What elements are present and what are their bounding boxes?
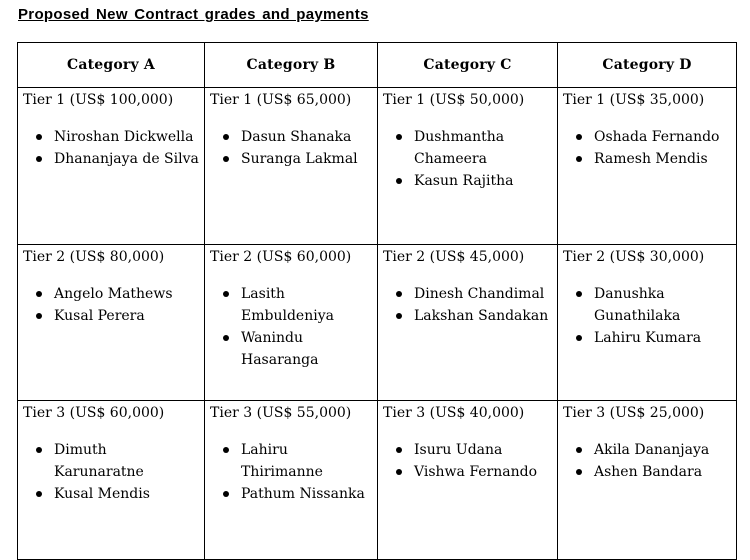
player-list: [210, 283, 373, 371]
player-list: [23, 439, 200, 505]
player-name: Wanindu Hasaranga: [220, 327, 373, 371]
tier-label: Tier 3 (US$ 55,000): [210, 405, 352, 421]
tier-cell-2-category-d: [558, 245, 737, 401]
player-name: Dimuth Karunaratne: [33, 439, 200, 483]
player-list: [563, 283, 732, 349]
page-title: Proposed New Contract grades and payments: [18, 6, 369, 23]
column-header-category-d: Category D: [558, 43, 737, 88]
player-name: Dasun Shanaka: [220, 126, 373, 148]
tier-cell-1-category-b: [205, 88, 378, 245]
tier-label: Tier 2 (US$ 60,000): [210, 249, 352, 265]
player-name: Kasun Rajitha: [393, 170, 553, 192]
tier-label: Tier 1 (US$ 50,000): [383, 92, 525, 108]
player-name: Ashen Bandara: [573, 461, 732, 483]
player-name: Ramesh Mendis: [573, 148, 732, 170]
tier-cell-1-category-d: [558, 88, 737, 245]
player-name: Kusal Mendis: [33, 483, 200, 505]
player-name: Akila Dananjaya: [573, 439, 732, 461]
tier-cell-1-category-a: [18, 88, 205, 245]
tier-cell-3-category-b: [205, 401, 378, 560]
column-header-category-b: Category B: [205, 43, 378, 88]
player-name: Lakshan Sandakan: [393, 305, 553, 327]
player-name: Kusal Perera: [33, 305, 200, 327]
player-name: Suranga Lakmal: [220, 148, 373, 170]
header-row: [18, 43, 737, 88]
player-list: [383, 283, 553, 327]
tier-label: Tier 1 (US$ 35,000): [563, 92, 705, 108]
table-row: [18, 401, 737, 560]
tier-cell-1-category-c: [378, 88, 558, 245]
tier-label: Tier 1 (US$ 65,000): [210, 92, 352, 108]
player-name: Dhananjaya de Silva: [33, 148, 200, 170]
tier-label: Tier 2 (US$ 80,000): [23, 249, 165, 265]
table-row: [18, 88, 737, 245]
player-list: [210, 439, 373, 505]
player-name: Lahiru Thirimanne: [220, 439, 373, 483]
player-name: Lasith Embuldeniya: [220, 283, 373, 327]
tier-cell-3-category-d: [558, 401, 737, 560]
player-list: [563, 439, 732, 483]
player-name: Isuru Udana: [393, 439, 553, 461]
tier-label: Tier 3 (US$ 25,000): [563, 405, 705, 421]
player-name: Dushmantha Chameera: [393, 126, 553, 170]
table-row: [18, 245, 737, 401]
player-name: Niroshan Dickwella: [33, 126, 200, 148]
tier-label: Tier 3 (US$ 40,000): [383, 405, 525, 421]
player-name: Oshada Fernando: [573, 126, 732, 148]
tier-cell-2-category-b: [205, 245, 378, 401]
table-body: [18, 88, 737, 560]
player-name: Pathum Nissanka: [220, 483, 373, 505]
column-header-category-a: Category A: [18, 43, 205, 88]
player-list: [23, 126, 200, 170]
player-list: [383, 126, 553, 192]
tier-cell-3-category-c: [378, 401, 558, 560]
player-list: [210, 126, 373, 170]
contract-grades-table: [17, 42, 737, 560]
tier-cell-2-category-a: [18, 245, 205, 401]
player-list: [563, 126, 732, 170]
tier-cell-2-category-c: [378, 245, 558, 401]
player-list: [383, 439, 553, 483]
player-name: Angelo Mathews: [33, 283, 200, 305]
tier-label: Tier 2 (US$ 30,000): [563, 249, 705, 265]
tier-label: Tier 1 (US$ 100,000): [23, 92, 174, 108]
player-name: Vishwa Fernando: [393, 461, 553, 483]
tier-cell-3-category-a: [18, 401, 205, 560]
tier-label: Tier 3 (US$ 60,000): [23, 405, 165, 421]
player-list: [23, 283, 200, 327]
column-header-category-c: Category C: [378, 43, 558, 88]
tier-label: Tier 2 (US$ 45,000): [383, 249, 525, 265]
player-name: Lahiru Kumara: [573, 327, 732, 349]
player-name: Danushka Gunathilaka: [573, 283, 732, 327]
player-name: Dinesh Chandimal: [393, 283, 553, 305]
